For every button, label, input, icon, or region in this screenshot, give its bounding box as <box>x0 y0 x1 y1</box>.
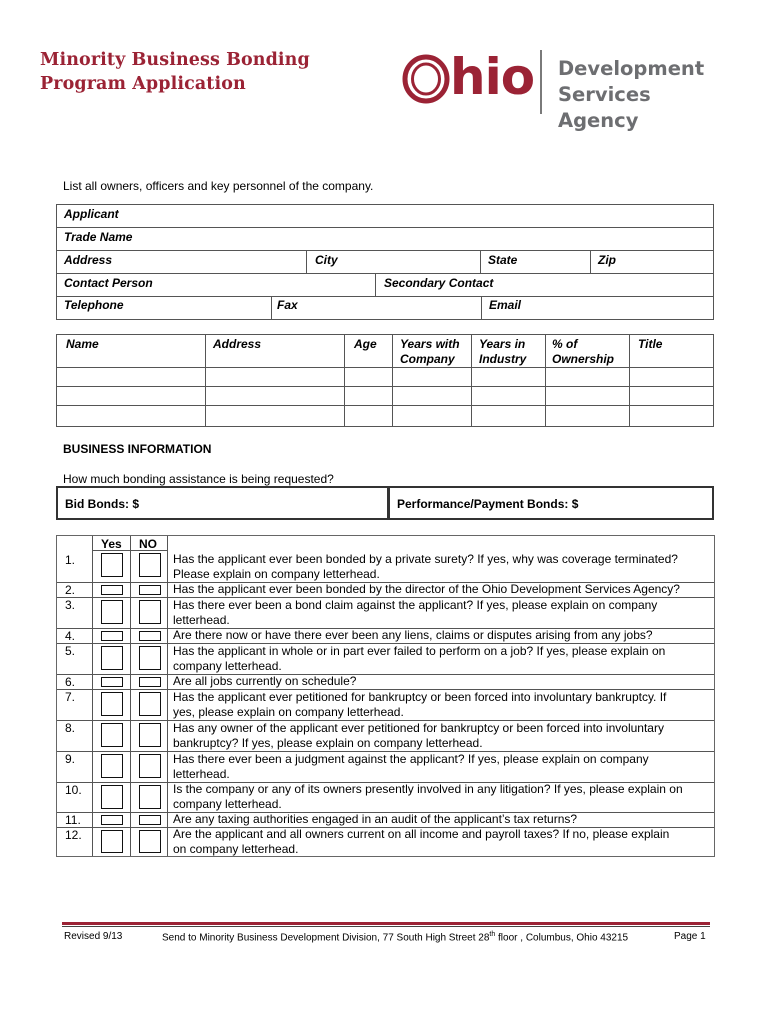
question-text <box>173 598 657 628</box>
question-text <box>173 552 678 582</box>
performance-bonds-field[interactable] <box>388 486 714 520</box>
question-number: 7. <box>65 690 76 704</box>
col-header-percent-of: % of <box>552 337 578 351</box>
agency-name <box>558 56 730 134</box>
question-number: 3. <box>65 598 76 612</box>
fax-field[interactable]: Fax <box>277 298 298 312</box>
q11-yes-checkbox[interactable] <box>101 815 123 825</box>
question-line: Has there ever been a bond claim against the applicant? If yes, please explain on company <box>173 598 658 612</box>
applicant-field[interactable]: Applicant <box>64 207 119 221</box>
q2-yes-checkbox[interactable] <box>101 585 123 595</box>
question-line: Has there ever been a judgment against the applicant? If yes, please explain on company <box>173 752 649 766</box>
owners-table <box>56 334 714 427</box>
ohio-logo-word: hio <box>450 48 535 106</box>
city-field[interactable]: City <box>315 253 338 267</box>
footer-page-number: Page 1 <box>674 931 706 942</box>
col-header-years-with: Years with <box>400 337 460 351</box>
q8-yes-checkbox[interactable] <box>101 723 123 747</box>
question-text <box>173 674 356 689</box>
agency-name-line1: Development <box>558 57 705 80</box>
form-title <box>40 48 310 96</box>
trade-name-field[interactable]: Trade Name <box>64 230 133 244</box>
question-line: letterhead. <box>173 767 230 781</box>
question-line: Has the applicant ever petitioned for bankruptcy or been forced into involuntary bankruptcy. If <box>173 690 667 704</box>
performance-bonds-label: Performance/Payment Bonds: $ <box>397 497 579 511</box>
form-title-line1: Minority Business Bonding <box>40 50 310 70</box>
q10-yes-checkbox[interactable] <box>101 785 123 809</box>
q12-no-checkbox[interactable] <box>139 830 161 853</box>
logo-divider <box>540 50 542 114</box>
q9-yes-checkbox[interactable] <box>101 754 123 778</box>
question-number: 11. <box>65 813 81 827</box>
email-field[interactable]: Email <box>489 298 522 312</box>
q1-no-checkbox[interactable] <box>139 553 161 577</box>
q2-no-checkbox[interactable] <box>139 585 161 595</box>
no-column-header: NO <box>139 537 157 551</box>
q1-yes-checkbox[interactable] <box>101 553 123 577</box>
question-text <box>173 721 664 751</box>
zip-field[interactable]: Zip <box>598 253 616 267</box>
question-line: Has the applicant ever been bonded by a private surety? If yes, why was coverage terminated? <box>173 552 678 566</box>
q6-no-checkbox[interactable] <box>139 677 161 687</box>
agency-name-line2: Services Agency <box>558 83 651 132</box>
secondary-contact-field[interactable]: Secondary Contact <box>384 276 494 290</box>
intro-text: List all owners, officers and key personnel of the company. <box>63 179 374 193</box>
question-line: Are there now or have there ever been any liens, claims or disputes arising from any jobs? <box>173 628 653 642</box>
footer-send-to <box>162 931 628 943</box>
question-line: Are all jobs currently on schedule? <box>173 674 357 688</box>
question-line: yes, please explain on company letterhead. <box>173 705 404 719</box>
footer-send-to-superscript: th <box>489 931 496 938</box>
question-text <box>173 644 665 674</box>
col-header-years-in-industry <box>479 337 526 367</box>
col-header-age: Age <box>354 337 377 351</box>
bid-bonds-label: Bid Bonds: $ <box>65 497 139 511</box>
q11-no-checkbox[interactable] <box>139 815 161 825</box>
question-number: 6. <box>65 675 76 689</box>
question-line: company letterhead. <box>173 659 282 673</box>
q7-yes-checkbox[interactable] <box>101 692 123 716</box>
state-field[interactable]: State <box>488 253 518 267</box>
question-line: letterhead. <box>173 613 230 627</box>
bonding-question: How much bonding assistance is being requested? <box>63 472 334 486</box>
q5-no-checkbox[interactable] <box>139 646 161 670</box>
question-number: 5. <box>65 644 76 658</box>
question-text <box>173 827 669 857</box>
question-text <box>173 782 683 812</box>
footer-rule-red <box>62 922 710 925</box>
question-line: Are any taxing authorities engaged in an audit of the applicant’s tax returns? <box>173 812 578 826</box>
q6-yes-checkbox[interactable] <box>101 677 123 687</box>
q4-no-checkbox[interactable] <box>139 631 161 641</box>
q12-yes-checkbox[interactable] <box>101 830 123 853</box>
question-number: 12. <box>65 828 82 842</box>
q4-yes-checkbox[interactable] <box>101 631 123 641</box>
q8-no-checkbox[interactable] <box>139 723 161 747</box>
business-info-heading: BUSINESS INFORMATION <box>63 442 212 456</box>
form-title-line2: Program Application <box>40 74 246 94</box>
question-line: Has the applicant ever been bonded by the director of the Ohio Development Services Agency? <box>173 582 680 596</box>
question-number: 2. <box>65 583 76 597</box>
question-line: Has the applicant in whole or in part ever failed to perform on a job? If yes, please explain on <box>173 644 666 658</box>
q7-no-checkbox[interactable] <box>139 692 161 716</box>
col-header-name: Name <box>66 337 99 351</box>
ohio-o-logo-mark <box>402 52 450 104</box>
footer-send-to-prefix: Send to Minority Business Development Division, 77 South High Street 28 <box>162 932 490 944</box>
applicant-info-table <box>56 204 714 320</box>
col-header-years-in: Years in <box>479 337 526 351</box>
question-number: 4. <box>65 629 76 643</box>
q9-no-checkbox[interactable] <box>139 754 161 778</box>
questions-table <box>56 535 715 857</box>
col-header-industry: Industry <box>479 352 527 366</box>
question-line: Is the company or any of its owners presently involved in any litigation? If yes, please explain on <box>173 782 683 796</box>
col-header-company: Company <box>400 352 455 366</box>
question-line: on company letterhead. <box>173 842 299 856</box>
q3-yes-checkbox[interactable] <box>101 600 123 624</box>
contact-person-field[interactable]: Contact Person <box>64 276 153 290</box>
question-number: 9. <box>65 752 76 766</box>
bid-bonds-field[interactable] <box>56 486 389 520</box>
yes-column-header: Yes <box>101 537 122 551</box>
col-header-title: Title <box>638 337 663 351</box>
question-number: 8. <box>65 721 76 735</box>
question-line: Please explain on company letterhead. <box>173 567 380 581</box>
footer-revised: Revised 9/13 <box>64 931 123 942</box>
telephone-field[interactable]: Telephone <box>64 298 124 312</box>
q5-yes-checkbox[interactable] <box>101 646 123 670</box>
question-text <box>173 690 666 720</box>
address-field[interactable]: Address <box>64 253 113 267</box>
q3-no-checkbox[interactable] <box>139 600 161 624</box>
question-number: 10. <box>65 783 82 797</box>
col-header-address: Address <box>213 337 262 351</box>
ohio-logo <box>400 48 730 132</box>
q10-no-checkbox[interactable] <box>139 785 161 809</box>
question-line: company letterhead. <box>173 797 282 811</box>
col-header-ownership-word: Ownership <box>552 352 615 366</box>
footer-rule-dark <box>62 926 710 927</box>
question-line: Are the applicant and all owners current on all income and payroll taxes? If no, please explain <box>173 827 670 841</box>
question-text <box>173 752 649 782</box>
footer-send-to-suffix: floor , Columbus, Ohio 43215 <box>495 932 629 944</box>
col-header-ownership <box>552 337 614 367</box>
question-text <box>173 628 653 643</box>
question-line: bankruptcy? If yes, please explain on company letterhead. <box>173 736 483 750</box>
question-number: 1. <box>65 553 76 567</box>
question-text <box>173 582 680 597</box>
question-text <box>173 812 577 827</box>
col-header-years-with-company <box>400 337 460 367</box>
question-line: Has any owner of the applicant ever petitioned for bankruptcy or been forced into involuntary <box>173 721 664 735</box>
